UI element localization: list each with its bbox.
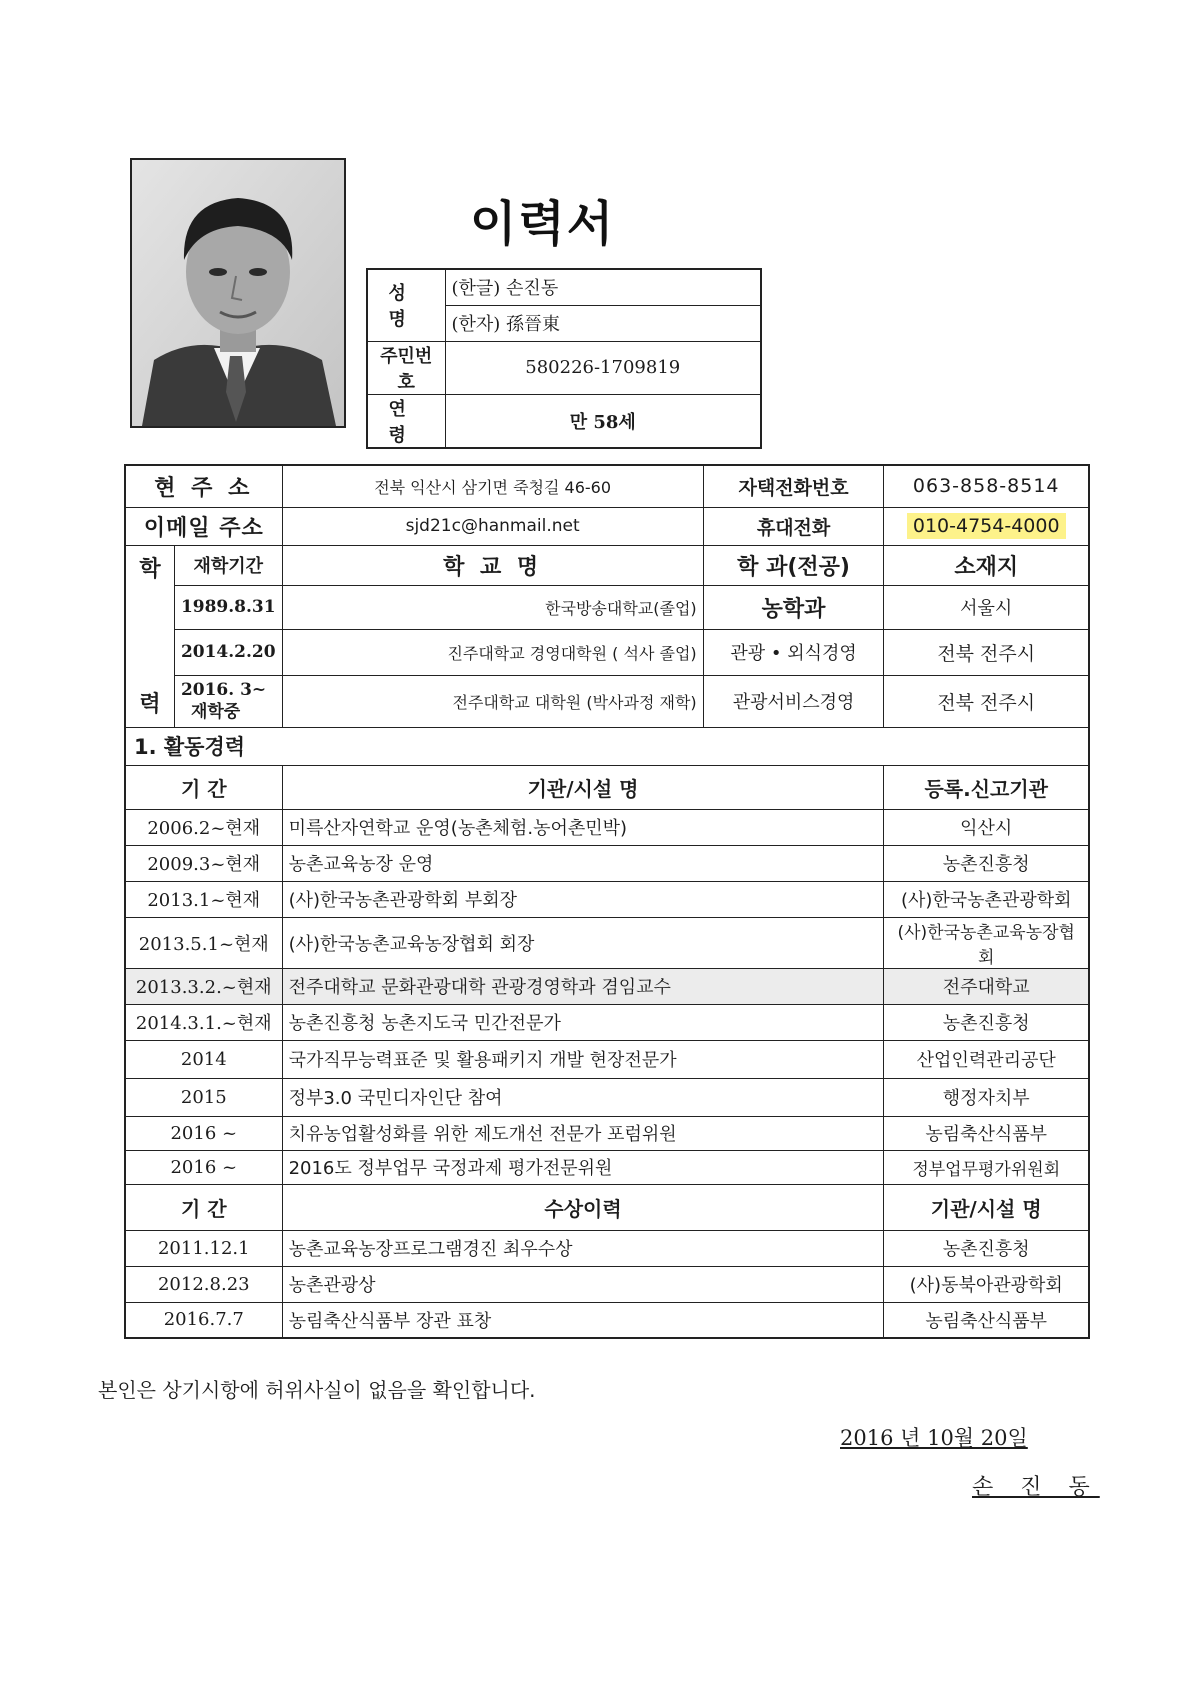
education-label-top: 학 (139, 556, 161, 582)
mobile-label: 휴대전화 (703, 507, 884, 545)
age-value: 만 58세 (445, 394, 761, 448)
email-label: 이메일 주소 (125, 507, 282, 545)
education-row: 2016. 3~ 재학중 전주대학교 대학원 (박사과정 재학) 관광서비스경영 전북 전주시 (125, 675, 1089, 727)
activity-row: 2006.2~현재 미륵산자연학교 운영(농촌체험.농어촌민박) 익산시 (125, 809, 1089, 845)
award-row: 2011.12.1 농촌교육농장프로그램경진 최우수상 농촌진흥청 (125, 1230, 1089, 1266)
act-header-registrar: 등록.신고기관 (884, 765, 1089, 809)
edu-header-major: 학 과(전공) (703, 545, 884, 585)
act-header-period: 기 간 (125, 765, 282, 809)
award-header-org: 기관/시설 명 (884, 1184, 1089, 1230)
activity-row: 2016 ~ 2016도 정부업무 국정과제 평가전문위원 정부업무평가위원회 (125, 1150, 1089, 1184)
home-phone-value: 063-858-8514 (884, 465, 1089, 507)
activity-row: 2013.3.2.~현재 전주대학교 문화관광대학 관광경영학과 겸임교수 전주대학교 (125, 968, 1089, 1004)
edu-header-period: 재학기간 (174, 545, 282, 585)
activity-row: 2016 ~ 치유농업활성화를 위한 제도개선 전문가 포럼위원 농림축산식품부 (125, 1116, 1089, 1150)
personal-info-table (366, 268, 762, 449)
education-row: 2014.2.20 진주대학교 경영대학원 ( 석사 졸업) 관광 • 외식경영 전북 전주시 (125, 629, 1089, 675)
signature-name: 손 진 동 (972, 1475, 1100, 1500)
activity-row: 2014.3.1.~현재 농촌진흥청 농촌지도국 민간전문가 농촌진흥청 (125, 1004, 1089, 1040)
award-header-period: 기 간 (125, 1184, 282, 1230)
activity-row: 2015 정부3.0 국민디자인단 참여 행정자치부 (125, 1078, 1089, 1116)
award-row: 2016.7.7 농림축산식품부 장관 표창 농림축산식품부 (125, 1302, 1089, 1338)
activity-row: 2013.5.1~현재 (사)한국농촌교육농장협회 회장 (사)한국농촌교육농장협회 (125, 917, 1089, 968)
document-title: 이력서 (470, 196, 616, 252)
address-label: 현 주 소 (125, 465, 282, 507)
education-label-bottom: 력 (139, 691, 161, 717)
home-phone-label: 자택전화번호 (703, 465, 884, 507)
name-label: 성 명 (367, 269, 445, 341)
signature-date: 2016 년 10월 20일 (840, 1426, 1028, 1450)
activity-row: 2014 국가직무능력표준 및 활용패키지 개발 현장전문가 산업인력관리공단 (125, 1040, 1089, 1078)
resume-table (124, 464, 1090, 1339)
activity-row: 2013.1~현재 (사)한국농촌관광학회 부회장 (사)한국농촌관광학회 (125, 881, 1089, 917)
award-row: 2012.8.23 농촌관광상 (사)동북아관광학회 (125, 1266, 1089, 1302)
name-hanja: (한자) 孫晉東 (445, 305, 761, 341)
education-side-label (125, 545, 174, 727)
confirmation-statement: 본인은 상기시항에 허위사실이 없음을 확인합니다. (98, 1378, 536, 1402)
rrn-value: 580226-1709819 (445, 341, 761, 394)
age-label: 연 령 (367, 394, 445, 448)
address-value: 전북 익산시 삼기면 죽청길 46-60 (282, 465, 703, 507)
portrait-photo (130, 158, 346, 428)
edu-header-location: 소재지 (884, 545, 1089, 585)
name-korean: (한글) 손진동 (445, 269, 761, 305)
act-header-org: 기관/시설 명 (282, 765, 884, 809)
activities-section-title: 1. 활동경력 (125, 727, 1089, 765)
email-value: sjd21c@hanmail.net (282, 507, 703, 545)
mobile-value: 010-4754-4000 (907, 513, 1066, 539)
education-row: 1989.8.31 한국방송대학교(졸업) 농학과 서울시 (125, 585, 1089, 629)
award-header-award: 수상이력 (282, 1184, 884, 1230)
activity-row: 2009.3~현재 농촌교육농장 운영 농촌진흥청 (125, 845, 1089, 881)
edu-header-school: 학 교 명 (282, 545, 703, 585)
rrn-label: 주민번호 (367, 341, 445, 394)
